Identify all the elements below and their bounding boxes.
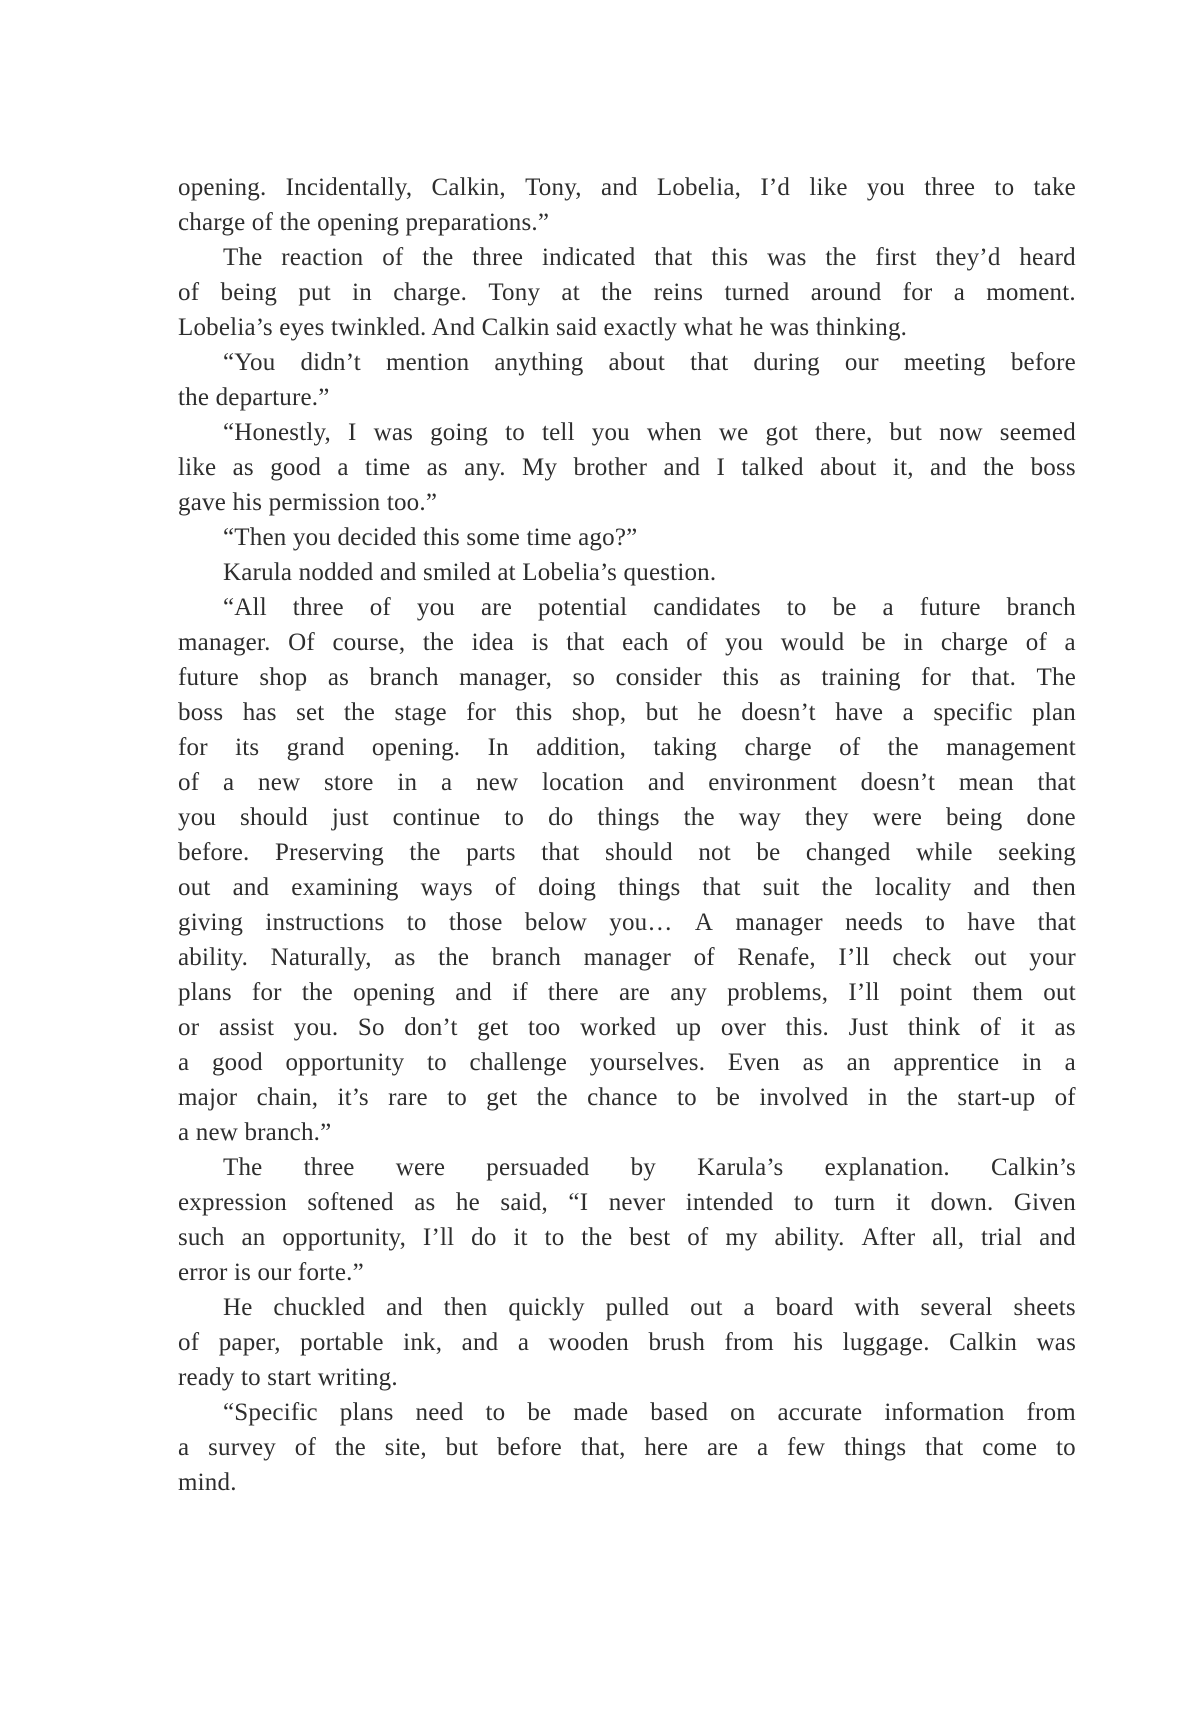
text-line: plans for the opening and if there are any problems, I’ll point them out — [178, 979, 1076, 1006]
text-line: major chain, it’s rare to get the chance to be involved in the start-up of — [178, 1084, 1076, 1111]
text-line: before. Preserving the parts that should not be changed while seeking — [178, 839, 1076, 866]
text-line: the departure.” — [178, 384, 330, 411]
text-line: or assist you. So don’t get too worked up over this. Just think of it as — [178, 1014, 1076, 1041]
text-line: a good opportunity to challenge yourselves. Even as an apprentice in a — [178, 1049, 1076, 1076]
text-line: expression softened as he said, “I never intended to turn it down. Given — [178, 1189, 1076, 1216]
text-line: future shop as branch manager, so consider this as training for that. The — [178, 664, 1076, 691]
text-line: you should just continue to do things the way they were being done — [178, 804, 1076, 831]
text-line: ready to start writing. — [178, 1364, 398, 1391]
text-line: The three were persuaded by Karula’s explanation. Calkin’s — [223, 1154, 1076, 1181]
text-line: giving instructions to those below you… A manager needs to have that — [178, 909, 1076, 936]
text-line: manager. Of course, the idea is that each of you would be in charge of a — [178, 629, 1076, 656]
text-line: “Specific plans need to be made based on accurate information from — [223, 1399, 1076, 1426]
text-line: gave his permission too.” — [178, 489, 438, 516]
text-line: “All three of you are potential candidates to be a future branch — [223, 594, 1076, 621]
text-line: mind. — [178, 1469, 237, 1496]
text-line: opening. Incidentally, Calkin, Tony, and Lobelia, I’d like you three to take — [178, 174, 1076, 201]
text-line: The reaction of the three indicated that this was the first they’d heard — [223, 244, 1076, 271]
text-line: of a new store in a new location and environment doesn’t mean that — [178, 769, 1076, 796]
page-text — [178, 170, 1076, 1500]
text-line: Karula nodded and smiled at Lobelia’s question. — [223, 559, 717, 586]
text-line: of being put in charge. Tony at the reins turned around for a moment. — [178, 279, 1076, 306]
text-line: boss has set the stage for this shop, but he doesn’t have a specific plan — [178, 699, 1076, 726]
text-line: such an opportunity, I’ll do it to the best of my ability. After all, trial and — [178, 1224, 1076, 1251]
text-line: error is our forte.” — [178, 1259, 364, 1286]
text-line: “Honestly, I was going to tell you when we got there, but now seemed — [223, 419, 1076, 446]
text-line: charge of the opening preparations.” — [178, 209, 550, 236]
text-line: He chuckled and then quickly pulled out a board with several sheets — [223, 1294, 1076, 1321]
text-line: a survey of the site, but before that, here are a few things that come to — [178, 1434, 1076, 1461]
text-line: of paper, portable ink, and a wooden brush from his luggage. Calkin was — [178, 1329, 1076, 1356]
text-line: “Then you decided this some time ago?” — [223, 524, 638, 551]
text-line: ability. Naturally, as the branch manager of Renafe, I’ll check out your — [178, 944, 1076, 971]
text-line: out and examining ways of doing things that suit the locality and then — [178, 874, 1076, 901]
text-line: Lobelia’s eyes twinkled. And Calkin said exactly what he was thinking. — [178, 314, 908, 341]
text-line: like as good a time as any. My brother and I talked about it, and the boss — [178, 454, 1076, 481]
text-line: “You didn’t mention anything about that during our meeting before — [223, 349, 1076, 376]
text-line: for its grand opening. In addition, taking charge of the management — [178, 734, 1076, 761]
text-line: a new branch.” — [178, 1119, 332, 1146]
